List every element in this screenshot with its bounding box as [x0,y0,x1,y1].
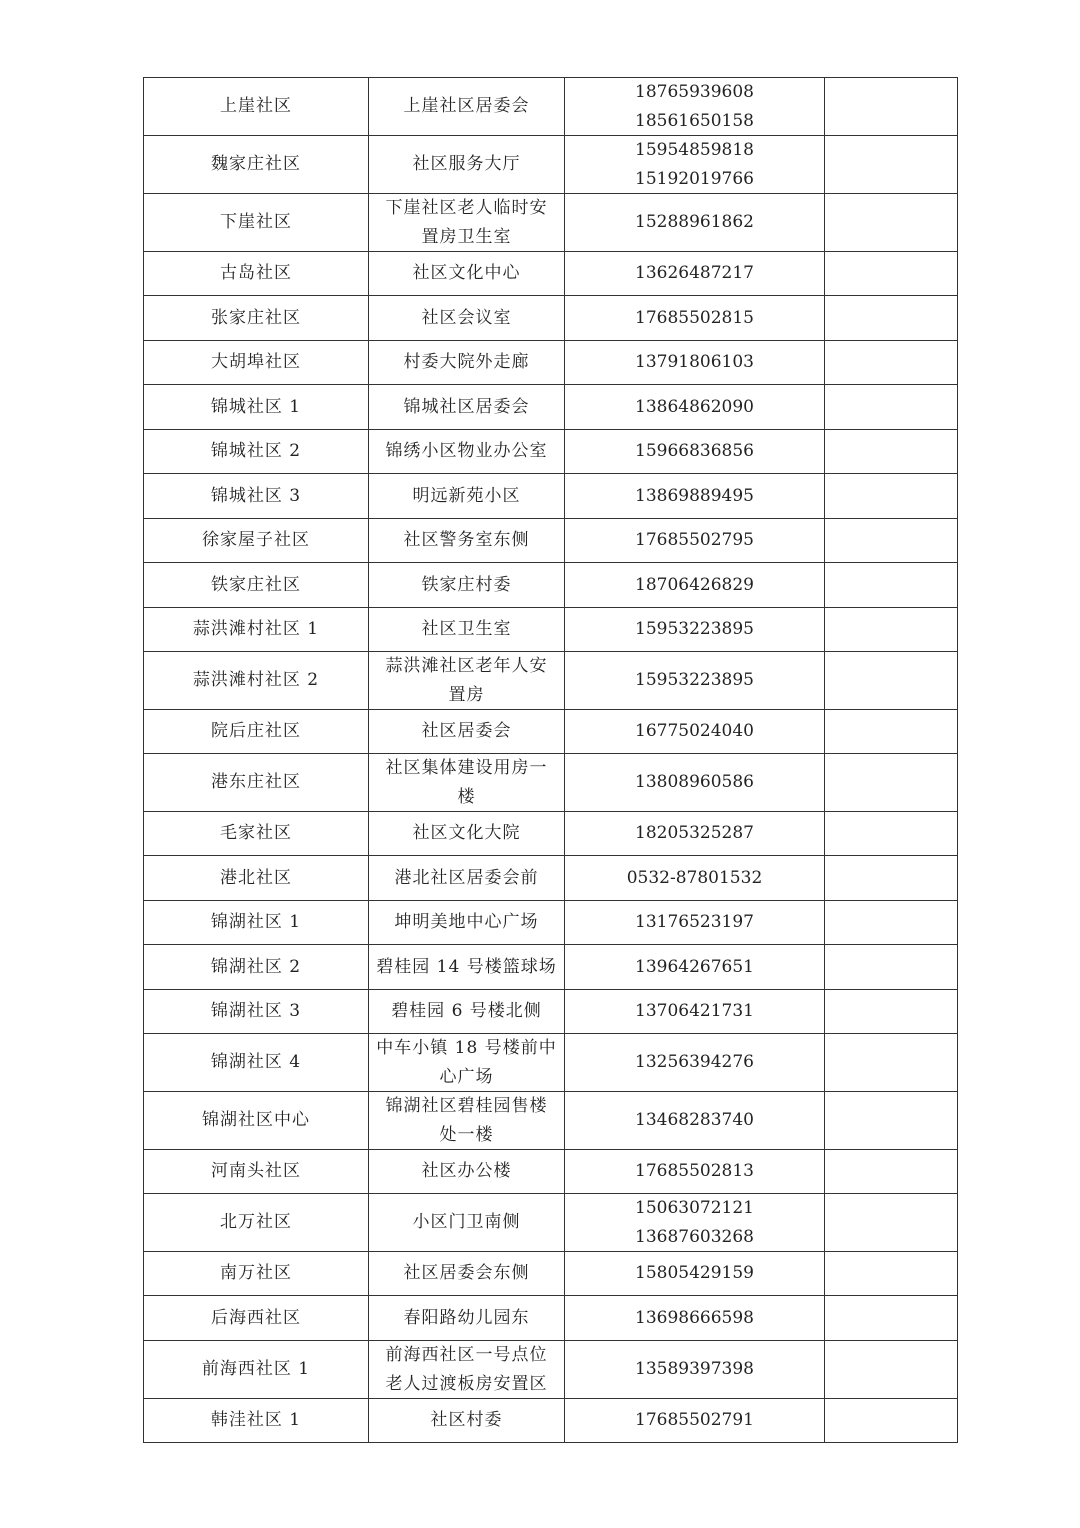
location-cell [369,78,565,136]
table-row [144,1092,958,1150]
community-name-cell: 蒜洪滩村社区 2 [144,652,369,710]
community-name-cell: 院后庄社区 [144,710,369,754]
location-line: 中车小镇 18 号楼前中 [376,1038,557,1058]
phone-cell [565,812,825,856]
location-cell [369,519,565,563]
location-line: 社区办公楼 [421,1161,512,1182]
location-cell [369,136,565,194]
location-cell [369,710,565,754]
phone-number: 18561650158 [635,110,754,131]
location-cell [369,296,565,341]
table-row [144,474,958,519]
note-cell [825,519,958,563]
note-cell [825,1296,958,1341]
phone-cell [565,1092,825,1150]
location-line: 心广场 [439,1066,494,1087]
phone-cell [565,519,825,563]
location-cell [369,1034,565,1092]
note-cell [825,754,958,812]
phone-cell [565,563,825,608]
phone-cell [565,296,825,341]
location-line: 春阳路幼儿园东 [403,1307,530,1328]
location-line: 社区文化大院 [412,823,521,844]
table-row [144,1252,958,1296]
table-row [144,296,958,341]
table-row [144,78,958,136]
location-line: 上崖社区居委会 [403,96,530,117]
note-cell [825,194,958,252]
location-cell [369,1150,565,1194]
location-line: 社区服务大厅 [412,154,521,175]
table-row [144,1194,958,1252]
location-line: 社区卫生室 [421,619,512,640]
table-row [144,901,958,945]
note-cell [825,608,958,652]
location-cell [369,901,565,945]
table-row [144,1399,958,1443]
location-cell [369,990,565,1034]
location-cell [369,1194,565,1252]
table-row [144,754,958,812]
community-name-cell: 铁家庄社区 [144,563,369,608]
location-line: 铁家庄村委 [421,574,512,595]
community-name-cell: 锦湖社区中心 [144,1092,369,1150]
note-cell [825,1252,958,1296]
location-line: 前海西社区一号点位 [385,1345,548,1365]
note-cell [825,252,958,296]
location-line: 锦湖社区碧桂园售楼 [385,1096,548,1116]
location-cell [369,608,565,652]
location-line: 坤明美地中心广场 [394,912,539,933]
phone-number: 18706426829 [635,574,754,595]
location-line: 锦城社区居委会 [403,396,530,417]
table-row [144,1034,958,1092]
phone-number: 13864862090 [635,396,754,417]
phone-number: 17685502795 [635,530,754,551]
location-line: 蒜洪滩社区老年人安 [385,656,548,676]
community-name-cell: 河南头社区 [144,1150,369,1194]
location-line: 社区居委会东侧 [403,1263,530,1284]
phone-number: 13869889495 [635,485,754,506]
table-row [144,194,958,252]
community-name-cell: 蒜洪滩村社区 1 [144,608,369,652]
community-name-cell: 韩洼社区 1 [144,1399,369,1443]
community-name-cell: 北万社区 [144,1194,369,1252]
community-name-cell: 南万社区 [144,1252,369,1296]
phone-cell [565,252,825,296]
location-cell [369,652,565,710]
location-line: 碧桂园 14 号楼篮球场 [376,956,557,977]
community-name-cell: 锦城社区 2 [144,430,369,474]
location-line: 社区村委 [430,1410,503,1431]
note-cell [825,812,958,856]
table-row [144,136,958,194]
table-row [144,652,958,710]
note-cell [825,385,958,430]
location-line: 楼 [457,786,476,807]
table-row [144,856,958,901]
phone-number: 18765939608 [635,82,754,102]
note-cell [825,1194,958,1252]
community-name-cell: 上崖社区 [144,78,369,136]
contact-table-container [143,77,957,1443]
phone-number: 15063072121 [635,1198,754,1218]
phone-number: 13589397398 [635,1359,754,1380]
phone-cell [565,194,825,252]
phone-number: 15953223895 [635,619,754,640]
table-row [144,1341,958,1399]
location-cell [369,945,565,990]
phone-cell [565,1034,825,1092]
phone-cell [565,856,825,901]
community-name-cell: 古岛社区 [144,252,369,296]
location-line: 小区门卫南侧 [412,1212,521,1233]
phone-cell [565,1252,825,1296]
table-body [144,78,958,1443]
phone-cell [565,474,825,519]
note-cell [825,945,958,990]
table-row [144,563,958,608]
phone-number: 13626487217 [635,263,754,284]
phone-cell [565,1150,825,1194]
community-name-cell: 毛家社区 [144,812,369,856]
table-row [144,1296,958,1341]
location-cell [369,1341,565,1399]
phone-cell [565,1399,825,1443]
note-cell [825,1150,958,1194]
phone-number: 13791806103 [635,352,754,373]
note-cell [825,1341,958,1399]
phone-number: 15953223895 [635,670,754,691]
phone-number: 13808960586 [635,772,754,793]
location-cell [369,252,565,296]
community-name-cell: 锦湖社区 2 [144,945,369,990]
table-row [144,252,958,296]
location-cell [369,812,565,856]
location-line: 老人过渡板房安置区 [385,1373,548,1394]
phone-number: 17685502791 [635,1410,754,1431]
note-cell [825,901,958,945]
phone-number: 17685502813 [635,1161,754,1182]
table-row [144,385,958,430]
phone-number: 15288961862 [635,212,754,233]
phone-cell [565,945,825,990]
location-cell [369,341,565,385]
location-cell [369,754,565,812]
phone-cell [565,608,825,652]
community-name-cell: 锦城社区 1 [144,385,369,430]
phone-cell [565,1296,825,1341]
location-line: 置房卫生室 [421,226,512,247]
phone-number: 15192019766 [635,168,754,189]
phone-cell [565,710,825,754]
community-name-cell: 港东庄社区 [144,754,369,812]
table-row [144,710,958,754]
phone-cell [565,341,825,385]
location-line: 村委大院外走廊 [403,352,530,373]
location-cell [369,1296,565,1341]
location-line: 碧桂园 6 号楼北侧 [391,1001,542,1022]
community-name-cell: 徐家屋子社区 [144,519,369,563]
note-cell [825,474,958,519]
community-name-cell: 魏家庄社区 [144,136,369,194]
phone-cell [565,901,825,945]
note-cell [825,856,958,901]
location-cell [369,194,565,252]
phone-cell [565,136,825,194]
note-cell [825,136,958,194]
location-cell [369,1092,565,1150]
community-name-cell: 前海西社区 1 [144,1341,369,1399]
location-line: 港北社区居委会前 [394,867,539,888]
location-line: 下崖社区老人临时安 [385,198,548,218]
community-name-cell: 锦城社区 3 [144,474,369,519]
phone-cell [565,430,825,474]
phone-number: 13256394276 [635,1052,754,1073]
location-line: 社区警务室东侧 [403,530,530,551]
phone-number: 13176523197 [635,912,754,933]
phone-number: 15954859818 [635,140,754,160]
location-line: 锦绣小区物业办公室 [385,441,548,462]
community-name-cell: 锦湖社区 1 [144,901,369,945]
table-row [144,990,958,1034]
phone-number: 13687603268 [635,1226,754,1247]
phone-number: 15805429159 [635,1263,754,1284]
location-line: 置房 [448,684,485,705]
location-line: 处一楼 [439,1124,494,1145]
phone-cell [565,652,825,710]
phone-number: 13964267651 [635,956,754,977]
table-row [144,430,958,474]
location-line: 社区居委会 [421,721,512,742]
location-cell [369,563,565,608]
note-cell [825,1092,958,1150]
phone-number: 18205325287 [635,823,754,844]
phone-number: 15966836856 [635,441,754,462]
table-row [144,519,958,563]
note-cell [825,1034,958,1092]
community-name-cell: 后海西社区 [144,1296,369,1341]
note-cell [825,78,958,136]
note-cell [825,563,958,608]
phone-cell [565,1341,825,1399]
location-cell [369,385,565,430]
location-cell [369,430,565,474]
location-cell [369,856,565,901]
phone-cell [565,990,825,1034]
note-cell [825,430,958,474]
table-row [144,945,958,990]
community-name-cell: 大胡埠社区 [144,341,369,385]
location-line: 社区文化中心 [412,263,521,284]
table-row [144,812,958,856]
location-line: 明远新苑小区 [412,485,521,506]
community-name-cell: 港北社区 [144,856,369,901]
phone-number: 13468283740 [635,1110,754,1131]
phone-cell [565,78,825,136]
community-name-cell: 下崖社区 [144,194,369,252]
phone-number: 13706421731 [635,1001,754,1022]
community-contact-table [143,77,958,1443]
table-row [144,341,958,385]
table-row [144,608,958,652]
phone-number: 17685502815 [635,307,754,328]
note-cell [825,1399,958,1443]
phone-number: 0532-87801532 [626,867,763,888]
phone-cell [565,385,825,430]
community-name-cell: 锦湖社区 4 [144,1034,369,1092]
note-cell [825,341,958,385]
phone-number: 13698666598 [635,1307,754,1328]
phone-number: 16775024040 [635,721,754,742]
location-cell [369,1252,565,1296]
table-row [144,1150,958,1194]
location-cell [369,474,565,519]
phone-cell [565,1194,825,1252]
location-line: 社区会议室 [421,307,512,328]
location-line: 社区集体建设用房一 [385,758,548,778]
note-cell [825,710,958,754]
note-cell [825,296,958,341]
note-cell [825,990,958,1034]
community-name-cell: 张家庄社区 [144,296,369,341]
phone-cell [565,754,825,812]
note-cell [825,652,958,710]
location-cell [369,1399,565,1443]
community-name-cell: 锦湖社区 3 [144,990,369,1034]
